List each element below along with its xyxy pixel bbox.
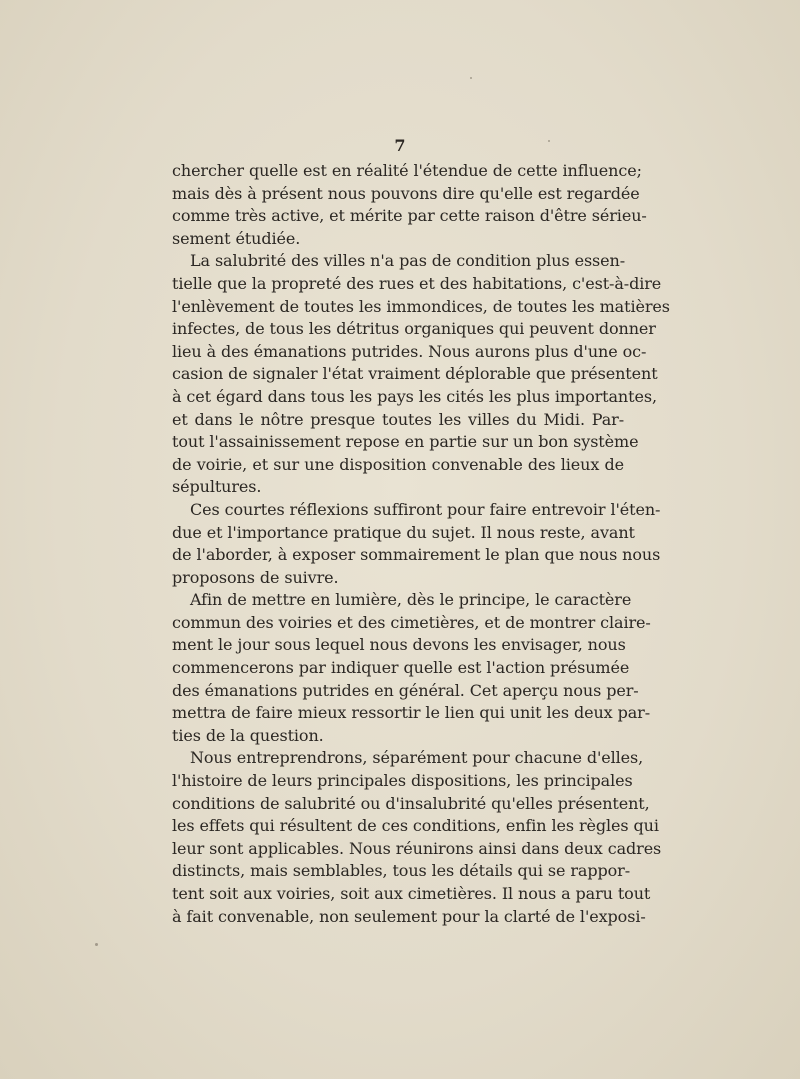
text-line: lieu à des émanations putrides. Nous aurons plus d'une oc- <box>172 341 647 361</box>
paper-speck <box>95 943 98 946</box>
text-line: tent soit aux voiries, soit aux cimetières. Il nous a paru tout <box>172 884 651 903</box>
paper-speck <box>470 77 472 79</box>
text-line: proposons de suivre. <box>172 567 339 587</box>
text-line: Nous entreprendrons, séparément pour chacune d'elles, <box>190 748 644 768</box>
text-line: ment le jour sous lequel nous devons les envisager, nous <box>172 635 626 655</box>
text-line: conditions de salubrité ou d'insalubrité qu'elles présentent, <box>172 793 650 813</box>
text-line: commencerons par indiquer quelle est l'action présumée <box>172 658 630 678</box>
text-line: distincts, mais semblables, tous les détails qui se rappor- <box>172 861 631 881</box>
text-line: commun des voiries et des cimetières, et de montrer claire- <box>172 612 651 632</box>
text-line: l'enlèvement de toutes les immondices, de toutes les matières <box>172 296 670 316</box>
text-line: tout l'assainissement repose en partie sur un bon système <box>172 432 639 452</box>
text-line: leur sont applicables. Nous réunirons ainsi dans deux cadres <box>172 838 662 858</box>
paper-speck <box>548 140 550 142</box>
text-line: chercher quelle est en réalité l'étendue de cette influence; <box>172 161 642 180</box>
text-line: de voirie, et sur une disposition convenable des lieux de <box>172 454 624 474</box>
text-line: Afin de mettre en lumière, dès le principe, le caractère <box>190 590 632 610</box>
text-line: de l'aborder, à exposer sommairement le plan que nous nous <box>172 545 661 565</box>
text-line: tielle que la propreté des rues et des habitations, c'est-à-dire <box>172 273 662 293</box>
text-line: Ces courtes réflexions suffiront pour faire entrevoir l'éten- <box>190 499 661 519</box>
text-line: ties de la question. <box>172 725 324 745</box>
text-line: à cet égard dans tous les pays les cités les plus importantes, <box>172 386 657 406</box>
text-line: mettra de faire mieux ressortir le lien qui unit les deux par- <box>172 703 651 723</box>
text-line: comme très active, et mérite par cette raison d'être sérieu- <box>172 206 647 226</box>
text-line: due et l'importance pratique du sujet. Il nous reste, avant <box>172 522 635 542</box>
text-line: infectes, de tous les détritus organiques qui peuvent donner <box>172 319 656 339</box>
text-line: sépultures. <box>172 477 262 497</box>
text-line: les effets qui résultent de ces conditions, enfin les règles qui <box>172 816 659 836</box>
text-line: casion de signaler l'état vraiment déplorable que présentent <box>172 364 658 384</box>
body-text <box>172 160 670 928</box>
text-line: La salubrité des villes n'a pas de condition plus essen- <box>190 251 626 271</box>
page-number: 7 <box>394 136 406 155</box>
text-line: sement étudiée. <box>172 228 301 248</box>
text-line: l'histoire de leurs principales dispositions, les principales <box>172 771 633 791</box>
text-line: à fait convenable, non seulement pour la clarté de l'exposi- <box>172 906 646 926</box>
text-line: des émanations putrides en général. Cet aperçu nous per- <box>172 680 639 700</box>
text-line: mais dès à présent nous pouvons dire qu'elle est regardée <box>172 183 640 203</box>
text-line: et dans le nôtre presque toutes les villes du Midi. Par- <box>172 409 624 429</box>
